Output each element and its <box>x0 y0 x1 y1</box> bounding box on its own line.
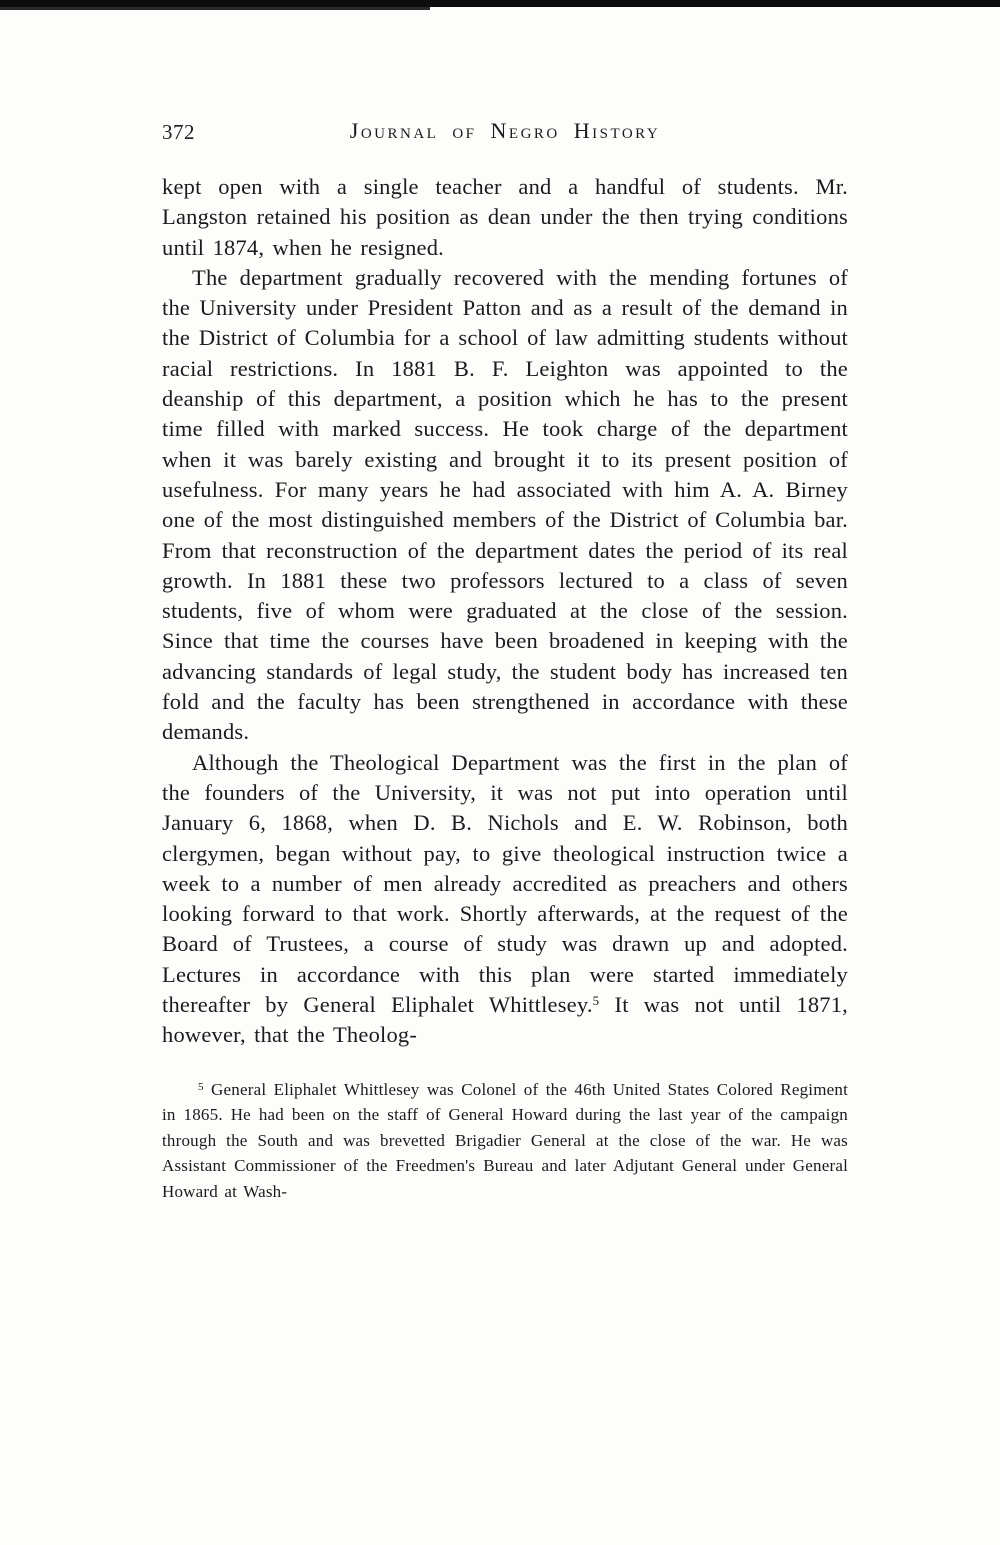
paragraph-text-before-ref: Although the Theological Department was the first in the plan of the founders of the University, it was not put into operation until January 6, 1868, when D. B. Nichols and E. W. Robinson, both clergymen, began without pay, to give theological instruction twice a week to a number of men already accredited as preachers and others looking forward to that work. Shortly afterwards, at the request of the Board of Trustees, a course of study was drawn up and adopted. Lectures in accordance with this plan were started immediately thereafter by General Eliphalet Whittlesey. <box>162 749 848 1018</box>
footnote-marker: 5 <box>198 1080 204 1093</box>
body-paragraph-3 <box>162 748 848 1051</box>
body-paragraph-2: The department gradually recovered with the mending fortunes of the University under President Patton and as a result of the demand in the District of Columbia for a school of law admitting students without racial restrictions. In 1881 B. F. Leighton was appointed to the deanship of this department, a position which he has to the present time filled with marked success. He took charge of the department when it was barely existing and brought it to its present position of usefulness. For many years he had associated with him A. A. Birney one of the most distinguished members of the District of Columbia bar. From that reconstruction of the department dates the period of its real growth. In 1881 these two professors lectured to a class of seven students, five of whom were graduated at the close of the session. Since that time the courses have been broadened in keeping with the advancing standards of legal study, the student body has increased ten fold and the faculty has been strengthened in accordance with these demands. <box>162 264 848 745</box>
body-text <box>162 172 848 1051</box>
footnote <box>162 1077 848 1205</box>
paragraph-text-after-ref: It was not until 1871, however, that the Theolog- <box>162 992 849 1048</box>
footnote-reference-marker: 5 <box>592 993 600 1009</box>
footnote-text: General Eliphalet Whittlesey was Colonel of the 46th United States Colored Regiment in 1865. He had been on the staff of General Howard during the last year of the campaign through the South and was brevetted Brigadier General at the close of the war. He was Assistant Commissioner of the Freedmen's Bureau and later Adjutant General under General Howard at Wash- <box>162 1079 848 1201</box>
running-header <box>162 118 848 148</box>
page <box>162 118 848 1205</box>
body-paragraph-1: kept open with a single teacher and a handful of students. Mr. Langston retained his position as dean under the then trying conditions until 1874, when he resigned. <box>162 174 848 260</box>
running-head-title: Journal of Negro History <box>349 118 661 143</box>
page-number: 372 <box>162 120 195 144</box>
scan-edge-artifact <box>0 0 1000 7</box>
